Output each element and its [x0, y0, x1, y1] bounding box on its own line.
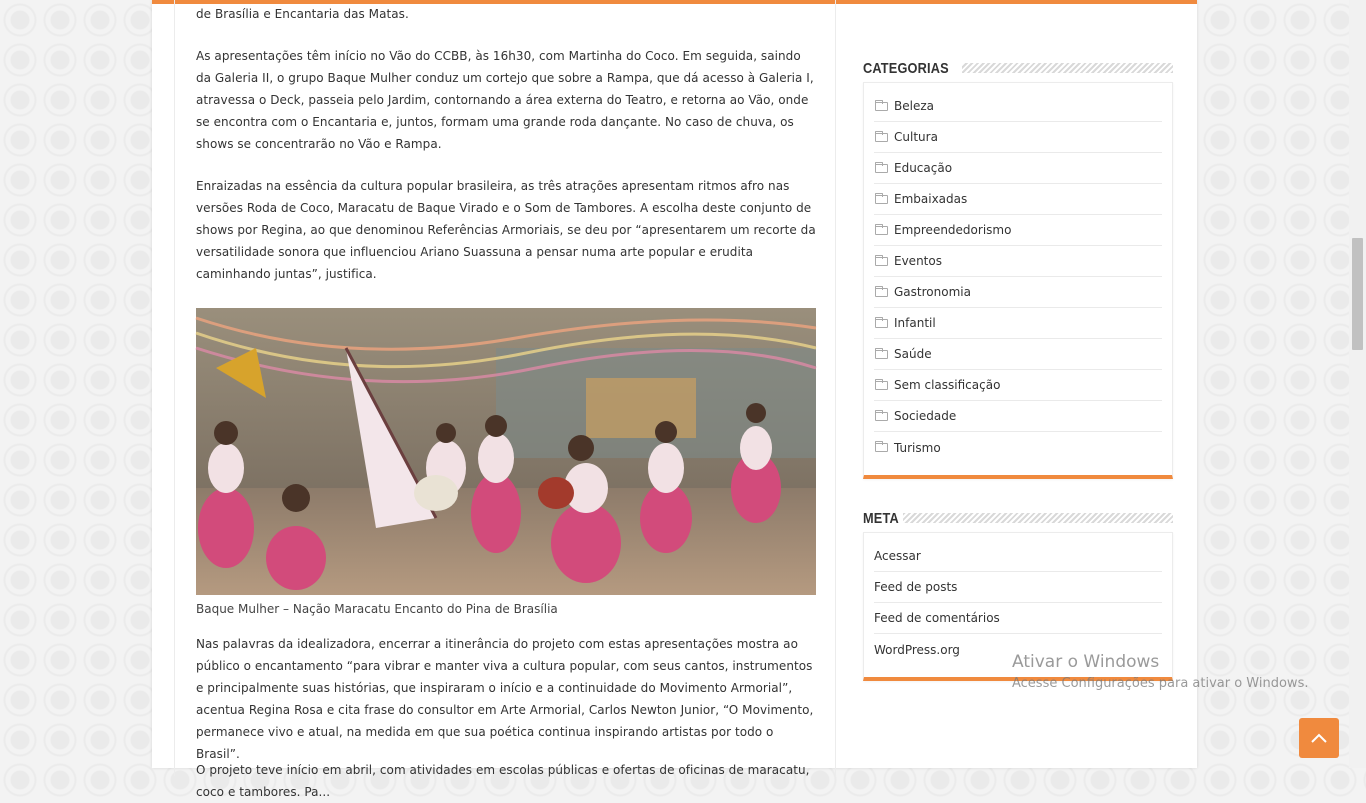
watermark-subtitle: Acesse Configurações para ativar o Windows.: [1012, 676, 1309, 691]
category-item[interactable]: [874, 277, 1162, 308]
widget-heading: META: [863, 509, 899, 527]
stripes-decoration: [962, 63, 1173, 73]
category-item[interactable]: [874, 215, 1162, 246]
categories-widget-title: [863, 58, 1173, 78]
paragraph: As apresentações têm início no Vão do CCBB, às 16h30, com Martinha do Coco. Em seguida, saindo da Galeria II, o grupo Baque Mulher conduz um cortejo que sobre a Rampa, que dá acesso à Galeria I, atravessa o Deck, passeia pelo Jardim, contornando a área externa do Teatro, e retorna ao Vão, onde se encontra com o Encantaria e, juntos, formam uma grande roda dançante. No caso de chuva, os shows se concentrarão no Vão e Rampa.: [196, 49, 814, 151]
category-link[interactable]: Cultura: [894, 130, 938, 144]
category-link[interactable]: Embaixadas: [894, 192, 968, 206]
folder-icon: [875, 102, 888, 111]
content-box: [174, 0, 836, 799]
category-link[interactable]: Educação: [894, 161, 953, 175]
folder-icon: [875, 133, 888, 142]
paragraph: de Brasília e Encantaria das Matas.: [196, 7, 409, 21]
category-item[interactable]: [874, 370, 1162, 401]
folder-icon: [875, 226, 888, 235]
meta-list: [864, 533, 1172, 665]
article-photo[interactable]: [196, 308, 816, 595]
category-link[interactable]: Eventos: [894, 254, 942, 268]
category-link[interactable]: Saúde: [894, 347, 932, 361]
widget-heading: CATEGORIAS: [863, 59, 949, 77]
category-item[interactable]: [874, 339, 1162, 370]
categories-list: [864, 83, 1172, 463]
folder-icon: [875, 412, 888, 421]
paragraph: O projeto teve início em abril, com atividades em escolas públicas e ofertas de oficinas de maracatu, coco e tambores. Pa...: [196, 763, 810, 799]
category-link[interactable]: Empreendedorismo: [894, 223, 1012, 237]
category-link[interactable]: Gastronomia: [894, 285, 971, 299]
meta-link[interactable]: Feed de comentários: [874, 611, 1000, 625]
category-item[interactable]: [874, 308, 1162, 339]
watermark-title: Ativar o Windows: [1012, 652, 1160, 672]
page-scrollbar[interactable]: [1349, 0, 1366, 768]
folder-icon: [875, 443, 888, 452]
folder-icon: [875, 164, 888, 173]
category-link[interactable]: Beleza: [894, 99, 934, 113]
category-item[interactable]: [874, 432, 1162, 463]
scrollbar-thumb[interactable]: [1352, 238, 1363, 350]
meta-item[interactable]: [874, 572, 1162, 603]
category-item[interactable]: [874, 246, 1162, 277]
meta-item[interactable]: [874, 603, 1162, 634]
paragraph: Enraizadas na essência da cultura popular brasileira, as três atrações apresentam ritmos afro nas versões Roda de Coco, Maracatu de Baque Virado e o Som de Tambores. A escolha deste conjunto de shows por Regina, ao que denominou Referências Armoriais, se deu por “apresentarem um recorte da versatilidade sonora que influenciou Ariano Suassuna a pensar numa arte popular e erudita caminhando juntas”, justifica.: [196, 179, 816, 281]
stripes-decoration: [903, 513, 1173, 523]
categories-widget: [863, 82, 1173, 479]
photo-caption: Baque Mulher – Nação Maracatu Encanto do Pina de Brasília: [196, 602, 558, 616]
meta-link[interactable]: Acessar: [874, 549, 921, 563]
folder-icon: [875, 319, 888, 328]
category-item[interactable]: [874, 401, 1162, 432]
folder-icon: [875, 350, 888, 359]
category-link[interactable]: Sociedade: [894, 409, 957, 423]
windows-activation-watermark: [1012, 651, 1308, 695]
meta-link[interactable]: Feed de posts: [874, 580, 958, 594]
folder-icon: [875, 381, 888, 390]
category-link[interactable]: Infantil: [894, 316, 936, 330]
category-item[interactable]: [874, 184, 1162, 215]
meta-item[interactable]: [874, 541, 1162, 572]
chevron-up-icon: [1310, 732, 1328, 744]
category-item[interactable]: [874, 91, 1162, 122]
folder-icon: [875, 288, 888, 297]
category-link[interactable]: Turismo: [894, 440, 941, 455]
folder-icon: [875, 257, 888, 266]
meta-widget-title: [863, 508, 1173, 528]
category-link[interactable]: Sem classificação: [894, 378, 1001, 392]
meta-link[interactable]: WordPress.org: [874, 642, 960, 657]
category-item[interactable]: [874, 122, 1162, 153]
category-item[interactable]: [874, 153, 1162, 184]
paragraph: Nas palavras da idealizadora, encerrar a itinerância do projeto com estas apresentações mostra ao público o encantamento “para vibrar e manter viva a cultura popular, com seus cantos, instrumentos e principalmente suas histórias, que inspiraram o início e a continuidade do Movimento Armorial”, acentua Regina Rosa e cita frase do consultor em Arte Armorial, Carlos Newton Junior, “O Movimento, permanece vivo e atual, na medida em que sua poética continua inspirando artistas por todo o Brasil”.: [196, 637, 814, 761]
back-to-top-button[interactable]: [1299, 718, 1339, 758]
folder-icon: [875, 195, 888, 204]
